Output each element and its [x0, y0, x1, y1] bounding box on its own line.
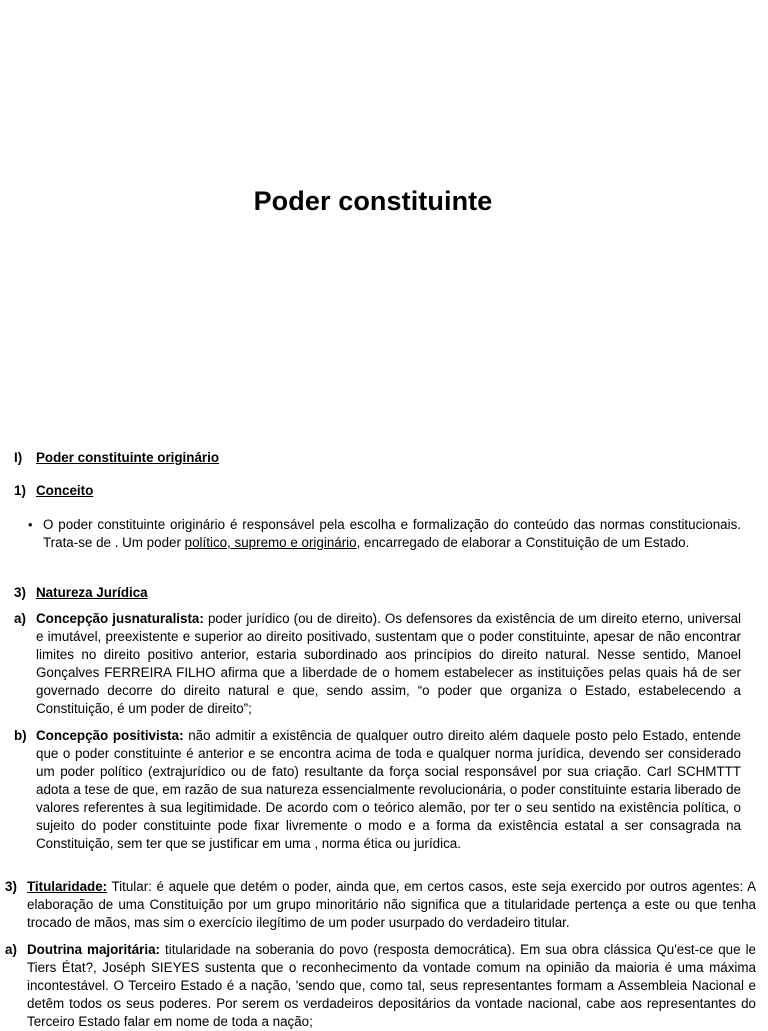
item-number: 3) — [5, 879, 17, 894]
section-label: Natureza Jurídica — [36, 585, 148, 600]
item-text: titularidade na soberania do povo (resposta democrática). Em sua obra clássica Qu'est-ce que le Tiers État?, Joséph SIEYES sustenta que o reconhecimento da vontade comum na opinião da maioria é uma máxima incontestável. O Terceiro Estado é a nação, 'sendo que, como tal, seus representantes formam a Assembleia Nacional e detêm todos os seus poderes. Por serem os verdadeiros depositários da vontade nacional, cabe aos representantes do Terceiro Estado falar em nome de toda a nação; — [27, 942, 756, 1029]
item-letter: b) — [14, 728, 27, 743]
item-heading: Concepção positivista: — [36, 728, 184, 743]
bullet-paragraph — [28, 516, 741, 552]
item-text: não admitir a existência de qualquer outro direito além daquele posto pelo Estado, entende que o poder constituinte é anterior e se encontra acima de toda e qualquer norma jurídica, devendo ser considerado um poder político (extrajurídico ou de fato) resultante da força social responsável por sua criação. Carl SCHMTTT adota a tese de que, em razão de sua natureza essencialmente revolucionária, o poder constituinte estaria liberado de valores referentes à sua legitimidade. De acordo com o teórico alemão, por ter o seu sentido na existência política, o sujeito do poder constituinte pode fixar livremente o modo e a forma da existência estatal a ser consagrada na Constituição, sem ter que se justificar em uma , norma ética ou jurídica. — [36, 728, 742, 851]
item-text: poder jurídico (ou de direito). Os defensores da existência de um direito eterno, universal e imutável, preexistente e superior ao direito positivado, sustentam que o poder constituinte, apesar de não encontrar limites no direito positivo anterior, estaria subordinado aos princípios do direito natural. Nesse sentido, Manoel Gonçalves FERREIRA FILHO afirma que a liberdade de o homem estabelecer as instituições pelas quais há de ser governado decorre do direito natural e que, sendo assim, “o poder que organiza o Estado, estabelecendo a Constituição, é um poder de direito”; — [36, 611, 741, 716]
section-heading-conceito — [14, 482, 741, 500]
item-letter: a) — [5, 942, 17, 957]
paragraph-titularidade — [5, 878, 756, 932]
item-heading: Doutrina majoritária: — [27, 942, 160, 957]
section-label: Conceito — [36, 483, 94, 498]
item-text: Titular: é aquele que detém o poder, ainda que, em certos casos, este seja exercido por outros agentes: A elaboração de uma Constituição por um grupo minoritário não significa que a titularidade pertença a este ou que tenha trocado de mãos, mas sim o exercício ilegítimo de um poder usurpado do verdadeiro titular. — [27, 879, 756, 930]
paragraph-jusnaturalista — [14, 610, 741, 718]
bullet-text: O poder constituinte originário é responsável pela escolha e formalização do conteúdo das normas constitucionais. Trata-se de . Um poder político, supremo e originário, encarregado de elaborar a Constituição de um Estado. — [43, 517, 741, 550]
section-label: Poder constituinte originário — [36, 450, 220, 465]
section-number: 1) — [14, 483, 26, 498]
bullet-dot-icon: • — [28, 517, 33, 532]
item-heading: Titularidade: — [27, 879, 108, 894]
section-number: I) — [14, 450, 23, 465]
item-letter: a) — [14, 611, 26, 626]
page-title: Poder constituinte — [253, 186, 493, 216]
paragraph-positivista — [14, 727, 741, 853]
item-heading: Concepção jusnaturalista: — [36, 611, 204, 626]
paragraph-doutrina-majoritaria — [5, 941, 756, 1031]
section-number: 3) — [14, 585, 26, 600]
section-heading-originario — [14, 449, 741, 467]
underlined-phrase: político, supremo e originário — [184, 535, 357, 550]
section-heading-natureza — [14, 584, 741, 602]
